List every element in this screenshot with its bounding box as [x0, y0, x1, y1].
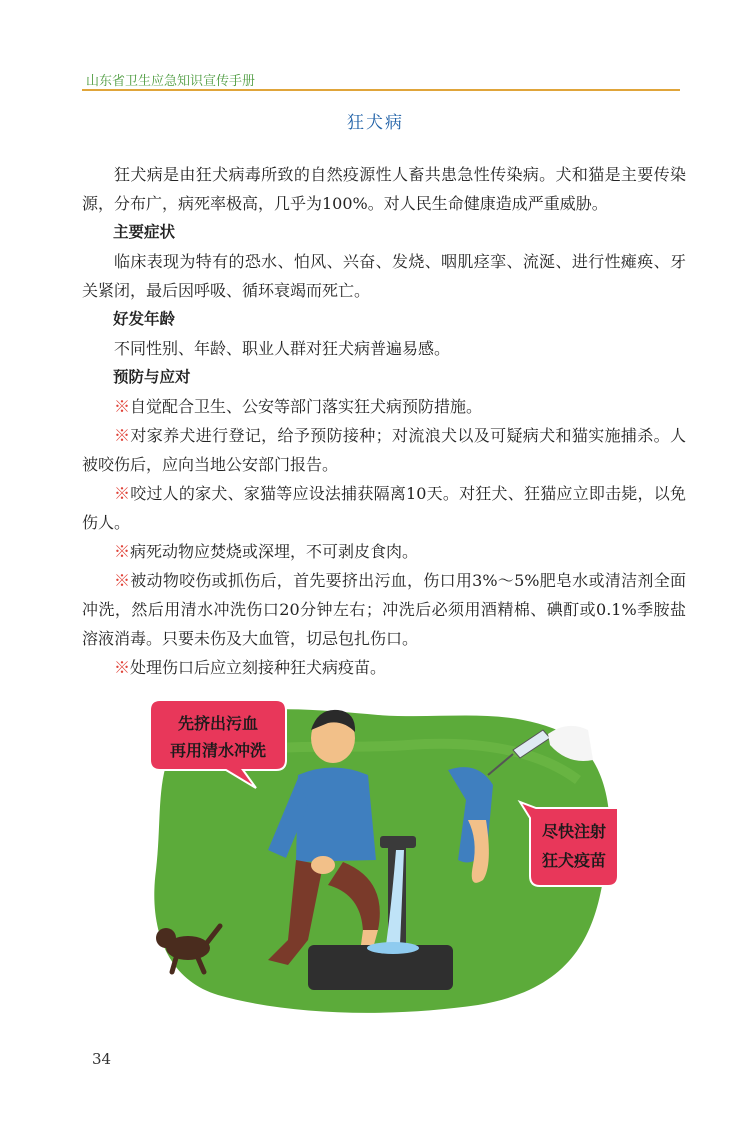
reference-mark-icon: ※ — [114, 571, 131, 590]
reference-mark-icon: ※ — [114, 397, 131, 416]
bubble-right-line-1: 尽快注射 — [541, 822, 607, 841]
prevention-heading: 预防与应对 — [113, 368, 191, 386]
reference-mark-icon: ※ — [114, 426, 131, 445]
symptoms-heading: 主要症状 — [113, 223, 176, 241]
reference-mark-icon: ※ — [114, 484, 131, 503]
wound-care-illustration — [148, 690, 618, 1015]
reference-mark-icon: ※ — [114, 658, 131, 677]
page-title: 狂犬病 — [347, 113, 404, 133]
symptoms-paragraph: 临床表现为特有的恐水、怕风、兴奋、发烧、咽肌痉挛、流涎、进行性瘫痪、牙关紧闭，最后因呼吸、循环衰竭而死亡。 — [82, 252, 686, 300]
age-paragraph: 不同性别、年龄、职业人群对狂犬病普遍易感。 — [114, 339, 451, 358]
article-body — [82, 160, 686, 682]
prevention-item: ※处理伤口后应立刻接种狂犬病疫苗。 — [114, 658, 387, 677]
header-rule — [82, 89, 680, 91]
prevention-item: ※咬过人的家犬、家猫等应设法捕获隔离10天。对狂犬、狂猫应立即击毙，以免伤人。 — [82, 484, 686, 532]
age-heading: 好发年龄 — [113, 310, 176, 328]
prevention-item: ※自觉配合卫生、公安等部门落实狂犬病预防措施。 — [114, 397, 483, 416]
bubble-left-line-2: 再用清水冲洗 — [169, 741, 267, 760]
page-number: 34 — [92, 1050, 112, 1068]
prevention-item: ※病死动物应焚烧或深埋，不可剥皮食肉。 — [114, 542, 419, 561]
speech-bubble-right — [520, 802, 618, 886]
bubble-left-line-1: 先挤出污血 — [177, 714, 259, 733]
bubble-right-line-2: 狂犬疫苗 — [541, 851, 607, 870]
running-header: 山东省卫生应急知识宣传手册 — [86, 74, 256, 89]
intro-paragraph: 狂犬病是由狂犬病毒所致的自然疫源性人畜共患急性传染病。犬和猫是主要传染源，分布广，病死率极高，几乎为100%。对人民生命健康造成严重威胁。 — [82, 165, 686, 213]
illustration-svg — [148, 690, 618, 1015]
prevention-item: ※对家养犬进行登记，给予预防接种；对流浪犬以及可疑病犬和猫实施捕杀。人被咬伤后，应向当地公安部门报告。 — [82, 426, 686, 474]
reference-mark-icon: ※ — [114, 542, 131, 561]
prevention-item: ※被动物咬伤或抓伤后，首先要挤出污血，伤口用3%～5%肥皂水或清洁剂全面冲洗，然后用清水冲洗伤口20分钟左右；冲洗后必须用酒精棉、碘酊或0.1%季胺盐溶液消毒。只要未伤及大血管，切忌包扎伤口。 — [82, 571, 686, 648]
